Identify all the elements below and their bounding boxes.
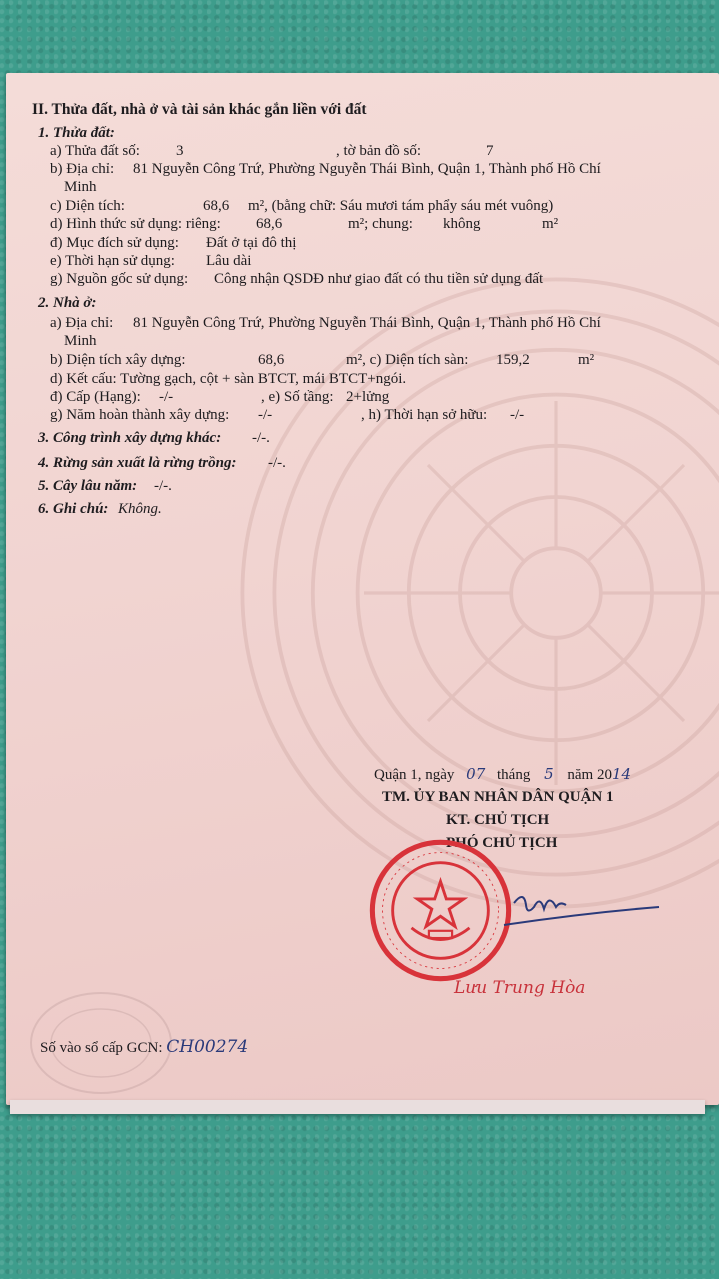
land-area-words: m², (bằng chữ: Sáu mươi tám phẩy sáu mét vuông): [248, 198, 554, 214]
house-grade-label: đ) Cấp (Hạng):: [50, 389, 141, 405]
land-origin-value: Công nhận QSDĐ như giao đất có thu tiền sử dụng đất: [214, 271, 544, 287]
land-address-label: b) Địa chỉ:: [50, 161, 115, 177]
perennial-trees-value: -/-.: [154, 478, 172, 494]
land-heading: 1. Thửa đất:: [38, 125, 115, 141]
issuing-authority: TM. ỦY BAN NHÂN DÂN QUẬN 1: [382, 789, 614, 805]
house-completion-label: g) Năm hoàn thành xây dựng:: [50, 407, 230, 423]
house-grade-value: -/-: [159, 389, 174, 405]
issue-place-date: [374, 765, 631, 784]
house-heading: 2. Nhà ở:: [38, 295, 97, 311]
house-build-area-value: 68,6: [258, 352, 285, 368]
issue-place-prefix: Quận 1, ngày: [374, 767, 455, 783]
issue-month-label: tháng: [497, 767, 531, 783]
land-map-label: , tờ bản đồ số:: [336, 143, 422, 159]
house-completion-value: -/-: [258, 407, 273, 423]
land-origin-label: g) Nguồn gốc sử dụng:: [50, 271, 189, 287]
house-address-value: 81 Nguyễn Công Trứ, Phường Nguyễn Thái Bình, Quận 1, Thành phố Hồ Chí: [133, 315, 601, 331]
house-floors-value: 2+lửng: [346, 389, 390, 405]
land-term-value: Lâu dài: [206, 253, 252, 269]
land-shared-unit: m²: [542, 216, 559, 232]
land-shared-value: không: [443, 216, 481, 232]
land-private-area: 68,6: [256, 216, 283, 232]
land-map-value: 7: [486, 143, 494, 159]
planted-forest-value: -/-.: [268, 455, 286, 471]
issue-month: 5: [544, 765, 554, 783]
house-address-label: a) Địa chỉ:: [50, 315, 114, 331]
kt-chairman: KT. CHỦ TỊCH: [446, 812, 550, 828]
house-floor-area-label: m², c) Diện tích sàn:: [346, 352, 469, 368]
issue-year-label: năm 20: [567, 767, 612, 783]
land-purpose-value: Đất ở tại đô thị: [206, 235, 297, 251]
land-parcel-value: 3: [176, 143, 184, 159]
house-ownership-term-label: , h) Thời hạn sở hữu:: [361, 407, 488, 423]
land-area-label: c) Diện tích:: [50, 198, 125, 214]
house-floors-label: , e) Số tầng:: [261, 389, 334, 405]
land-parcel-label: a) Thửa đất số:: [50, 143, 140, 159]
house-build-area-label: b) Diện tích xây dựng:: [50, 352, 186, 368]
house-structure: d) Kết cấu: Tường gạch, cột + sàn BTCT, mái BTCT+ngói.: [50, 371, 407, 387]
certificate-page: [6, 73, 719, 1105]
perennial-trees-label: 5. Cây lâu năm:: [38, 478, 138, 494]
vice-chairman-title: PHÓ CHỦ TỊCH: [446, 835, 558, 851]
land-use-form-label: d) Hình thức sử dụng: riêng:: [50, 216, 221, 232]
land-address-value: 81 Nguyễn Công Trứ, Phường Nguyễn Thái Bình, Quận 1, Thành phố Hồ Chí: [133, 161, 601, 177]
registry-number: [40, 1037, 248, 1057]
house-floor-area-value: 159,2: [496, 352, 530, 368]
land-address-value-2: Minh: [64, 179, 97, 195]
registry-value: CH00274: [166, 1037, 249, 1057]
other-works-label: 3. Công trình xây dựng khác:: [38, 430, 222, 446]
handwritten-signature: [384, 885, 664, 935]
land-area-value: 68,6: [203, 198, 230, 214]
land-shared-label: m²; chung:: [348, 216, 413, 232]
registry-label: Số vào sổ cấp GCN:: [40, 1040, 163, 1056]
section-title: II. Thửa đất, nhà ở và tài sản khác gắn liền với đất: [32, 101, 367, 118]
issue-year-hand: 14: [611, 765, 632, 783]
paper-edge: [10, 1100, 705, 1114]
house-floor-area-unit: m²: [578, 352, 595, 368]
notes-label: 6. Ghi chú:: [38, 501, 109, 517]
house-ownership-term-value: -/-: [510, 407, 525, 423]
issue-day: 07: [466, 765, 486, 783]
signer-name: Lưu Trung Hòa: [454, 978, 586, 998]
certificate-text: [6, 73, 719, 1105]
planted-forest-label: 4. Rừng sản xuất là rừng trồng:: [38, 455, 237, 471]
house-address-value-2: Minh: [64, 333, 97, 349]
notes-value: Không.: [118, 501, 162, 517]
land-purpose-label: đ) Mục đích sử dụng:: [50, 235, 179, 251]
other-works-value: -/-.: [252, 430, 270, 446]
land-term-label: e) Thời hạn sử dụng:: [50, 253, 175, 269]
